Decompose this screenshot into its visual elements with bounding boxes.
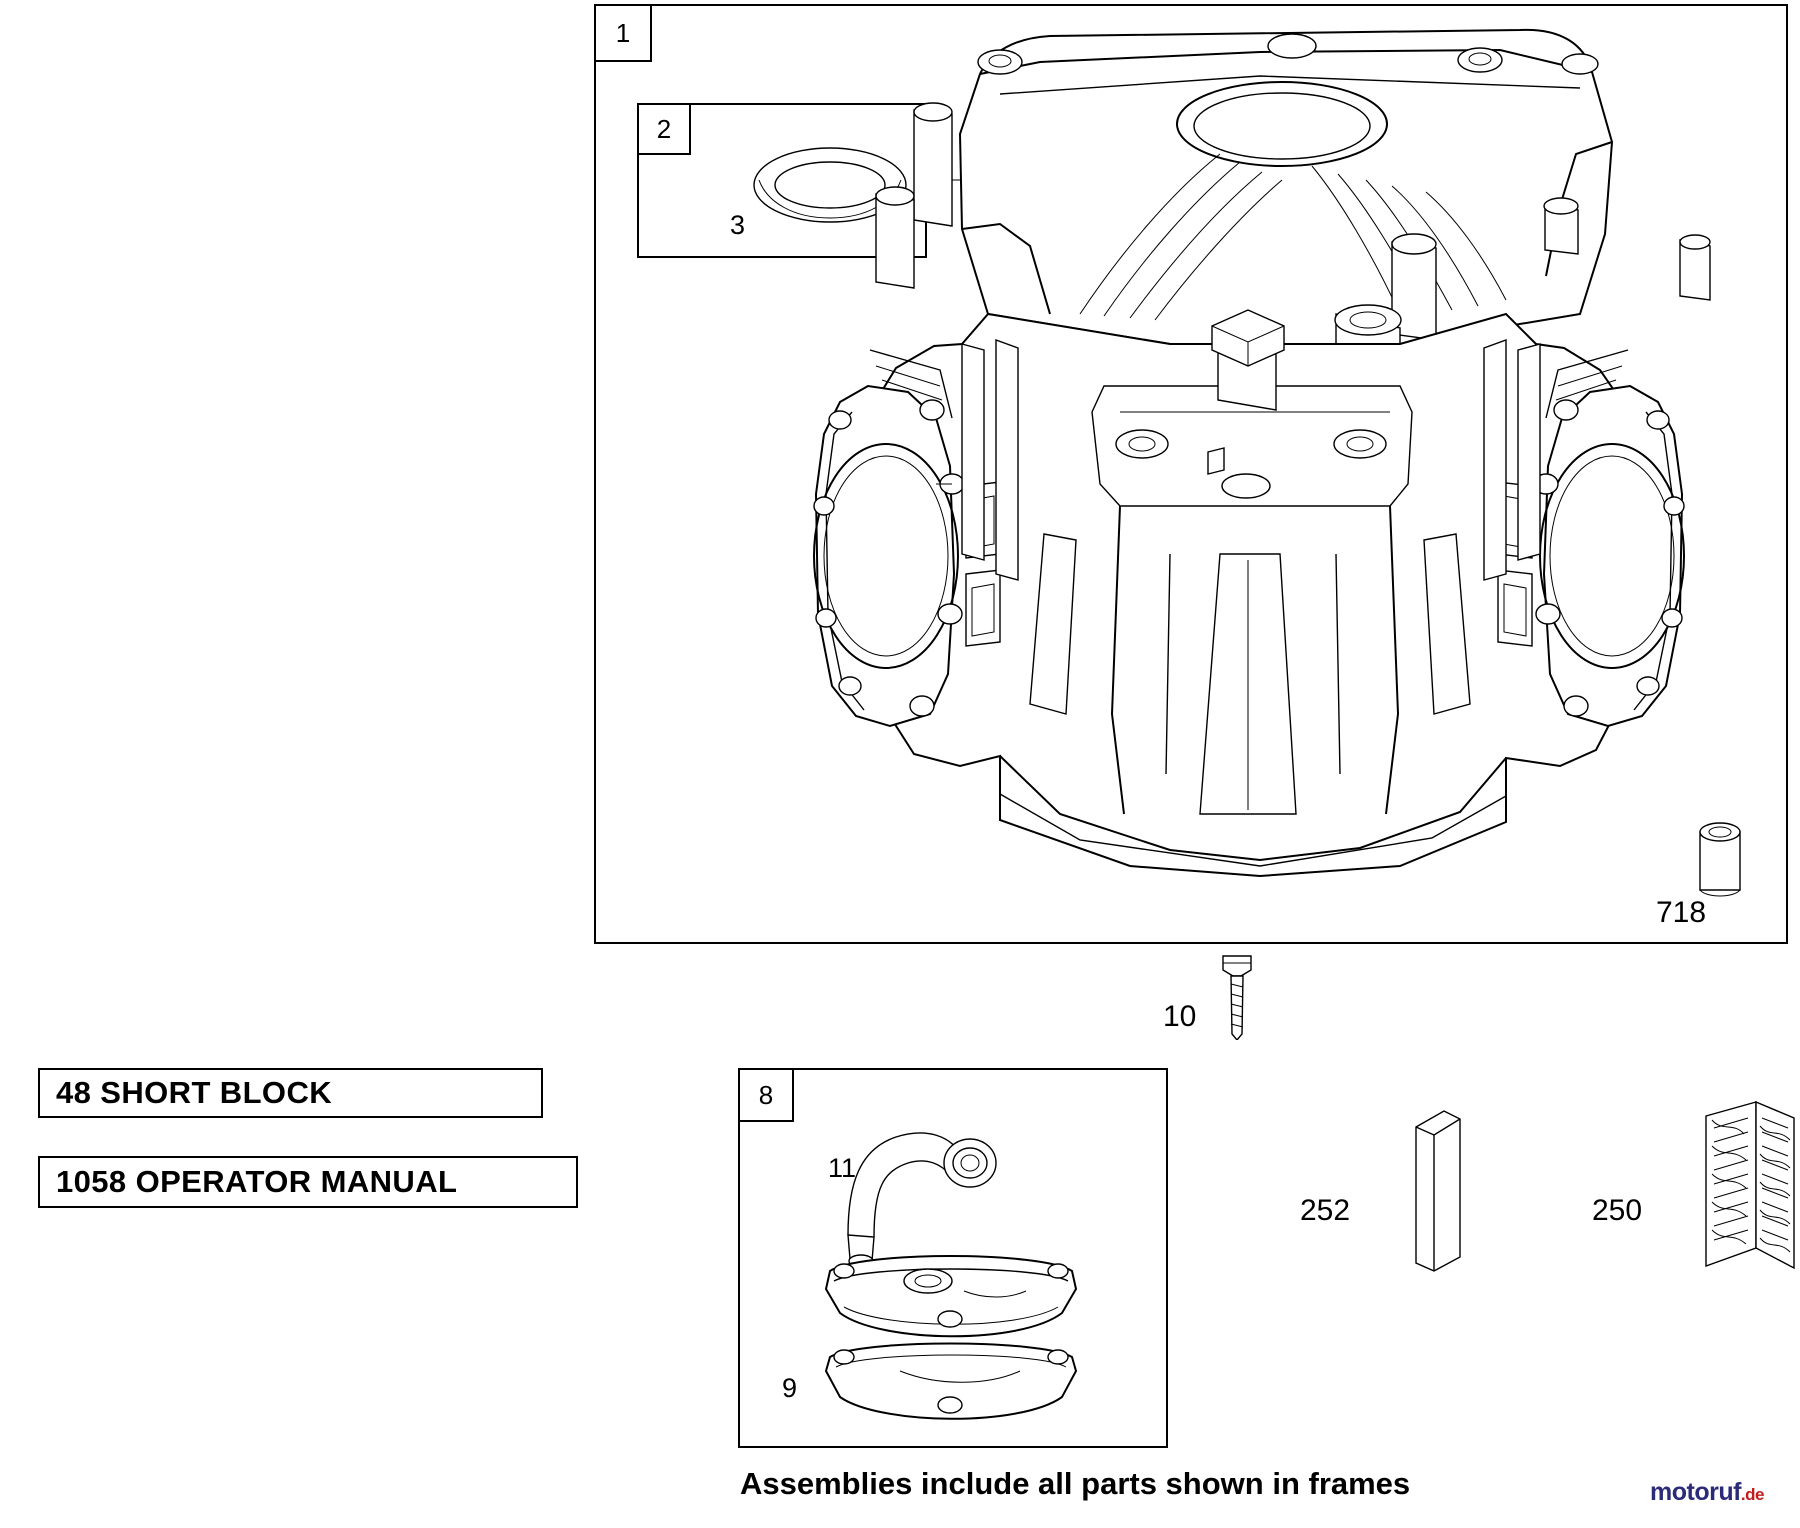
key-stock-illustration: [1400, 1105, 1472, 1285]
callout-9-label: 9: [782, 1373, 798, 1403]
air-filter-illustration: [1700, 1098, 1800, 1298]
legend-operator-manual: [38, 1156, 578, 1208]
watermark-logo: [1650, 1478, 1764, 1507]
callout-1-label: 1: [615, 18, 631, 48]
legend-short-block-label: 48 SHORT BLOCK: [56, 1075, 333, 1110]
sump-assembly-illustration: [800, 1075, 1160, 1435]
callout-8-tab: [740, 1070, 794, 1122]
callout-1-tab: [596, 6, 652, 62]
cylinder-block-illustration: [700, 14, 1785, 944]
callout-2-label: 2: [656, 114, 672, 144]
callout-8-label: 8: [758, 1080, 774, 1110]
assemblies-footnote: Assemblies include all parts shown in frames: [740, 1466, 1411, 1501]
callout-252-label: 252: [1300, 1194, 1351, 1227]
callout-718-label: 718: [1656, 896, 1707, 929]
screw-illustration: [1213, 950, 1261, 1040]
callout-10-label: 10: [1163, 1000, 1197, 1033]
legend-operator-manual-label: 1058 OPERATOR MANUAL: [56, 1164, 458, 1199]
legend-short-block: [38, 1068, 543, 1118]
callout-250-label: 250: [1592, 1194, 1643, 1227]
watermark-main: motoruf: [1650, 1478, 1741, 1506]
watermark-suffix: .de: [1740, 1485, 1764, 1504]
callout-11-label: 11: [828, 1153, 857, 1183]
callout-2-tab: [639, 105, 691, 155]
callout-3-label: 3: [730, 210, 746, 240]
